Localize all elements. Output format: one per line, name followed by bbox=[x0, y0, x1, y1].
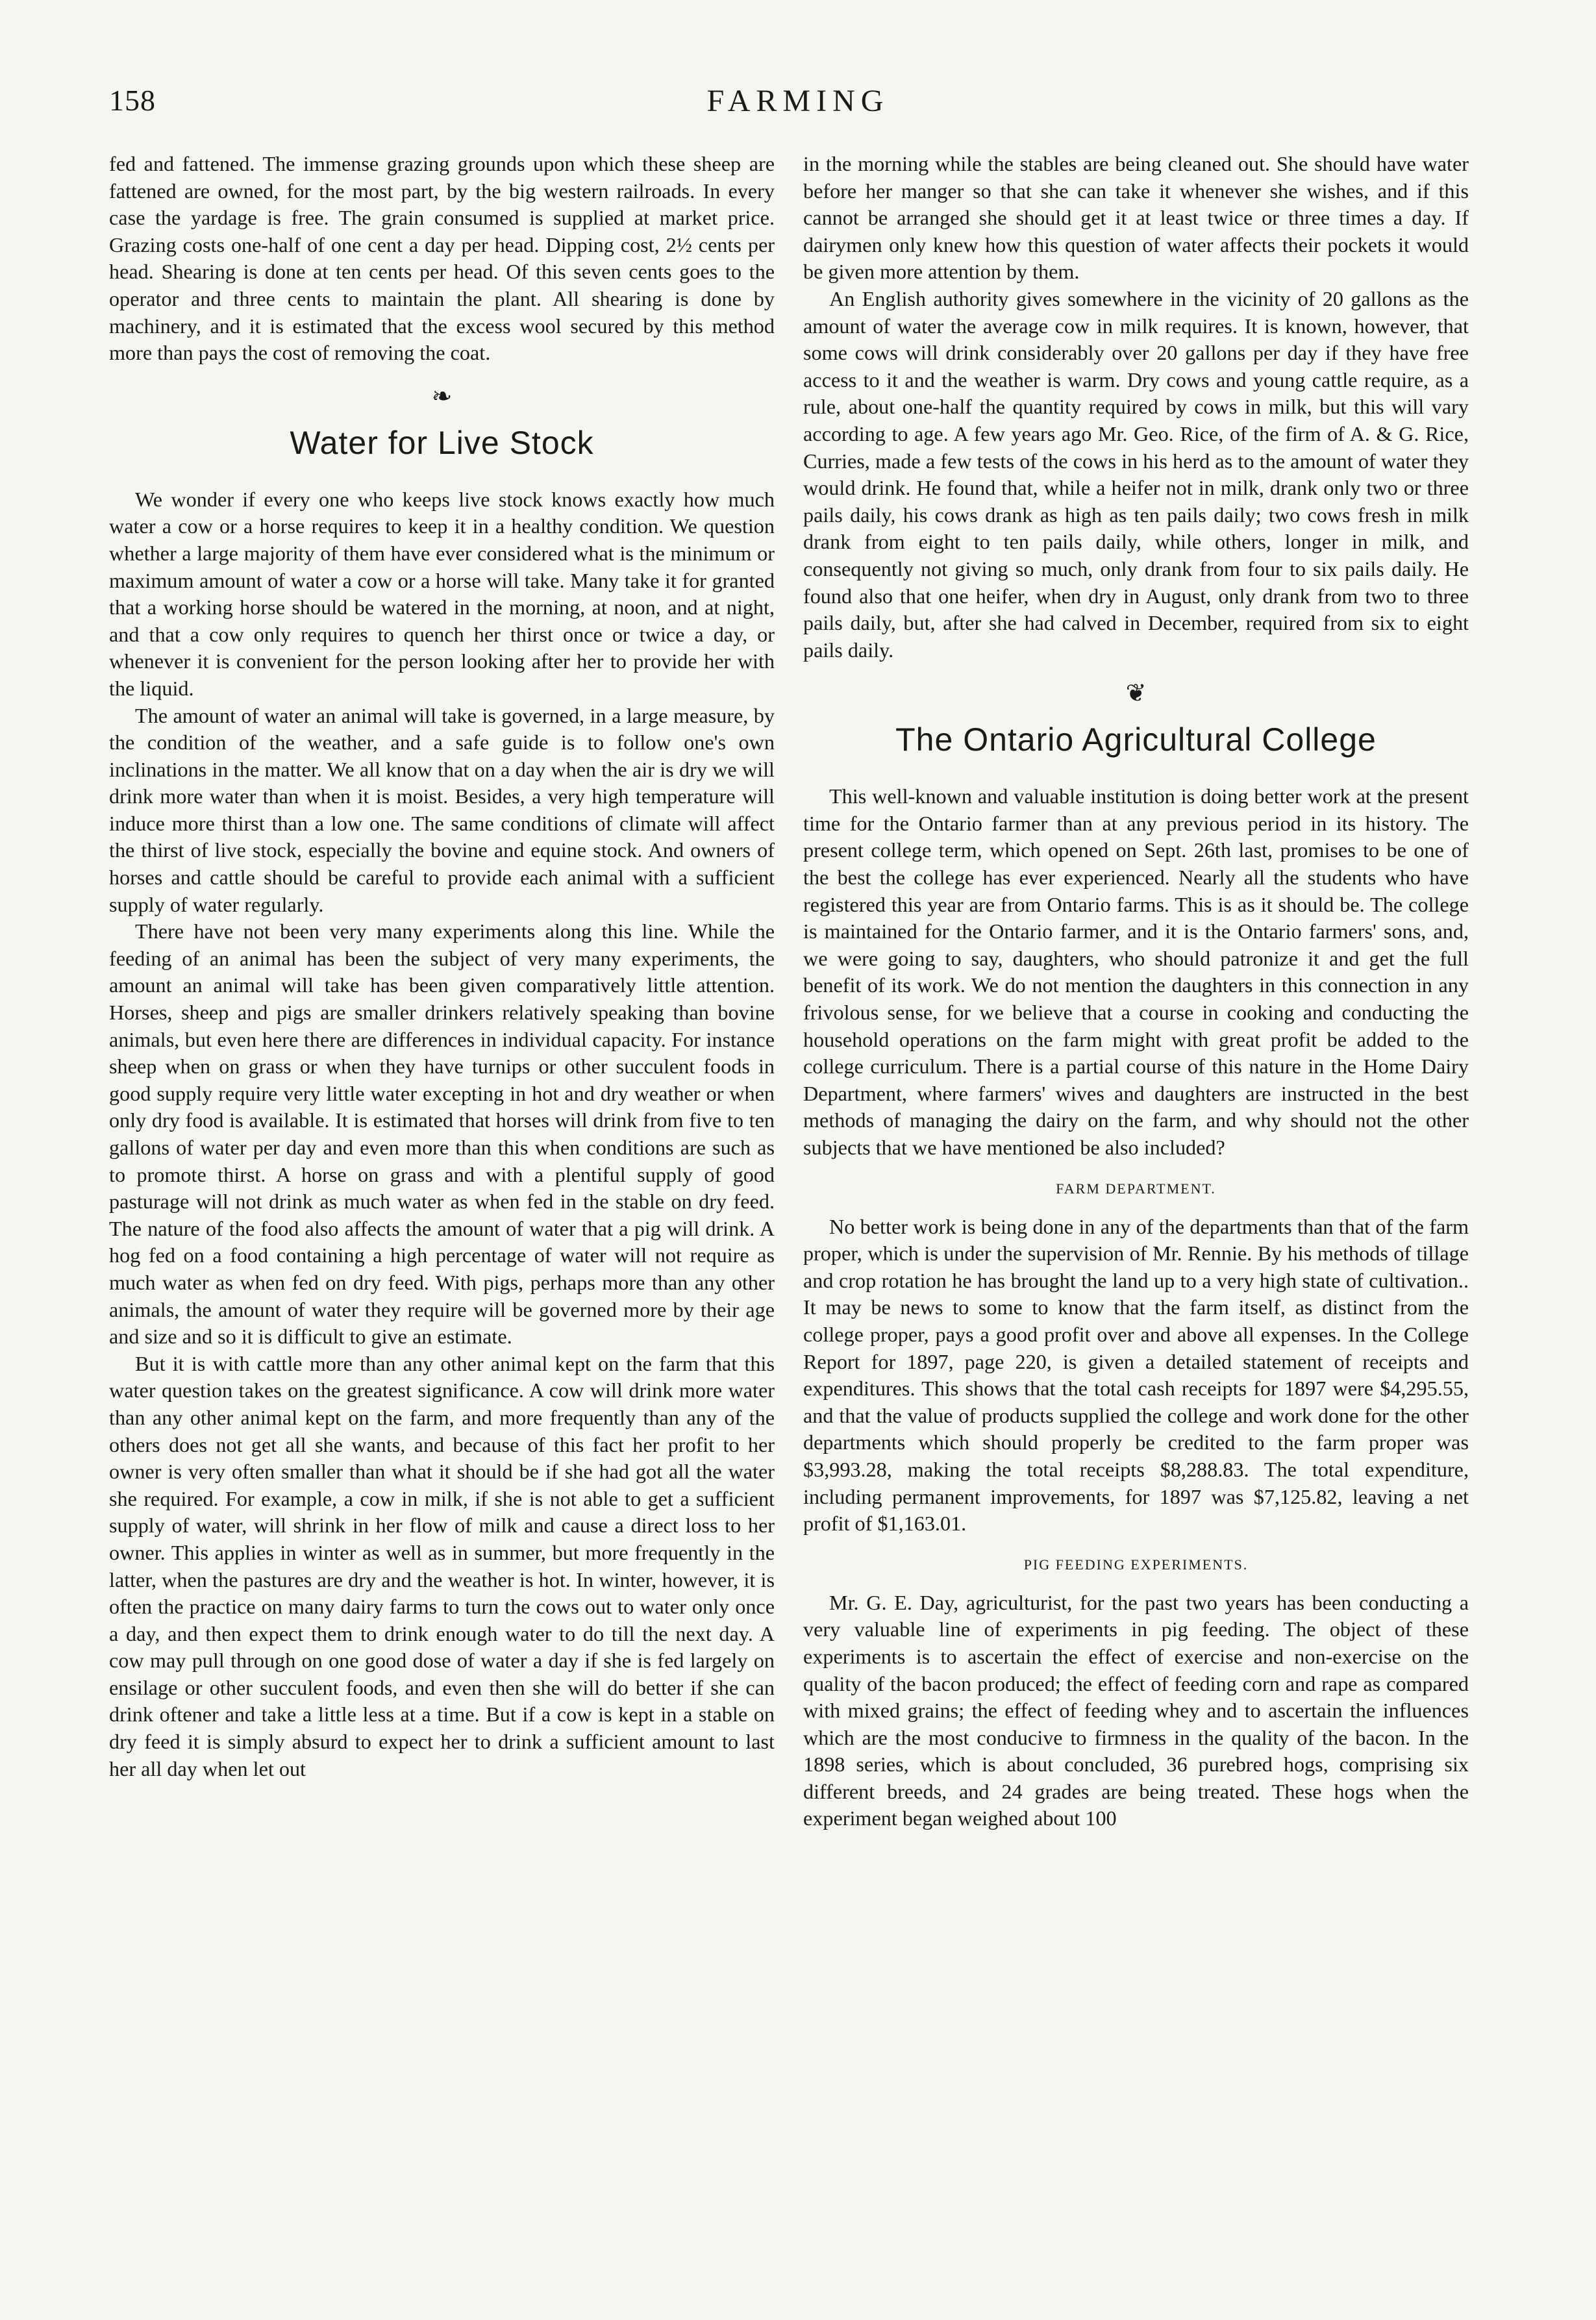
water-paragraph-3: There have not been very many experiments along this line. While the feeding of an animal has been the subject of very many experiments, the amount an animal will take has been given comparatively little attention. Horses, sheep and pigs are smaller drinkers relatively speaking than bovine animals, but even here there are differences in individual capacity. For instance sheep when on grass or when they have turnips or other succulent foods in good supply require very little water excepting in hot and dry weather or when only dry food is available. It is estimated that horses will drink from five to ten gallons of water per day and even more than this when conditions are such as to promote thirst. A horse on grass and with a plentiful supply of good pasturage will not drink as much water as when fed in the stable on dry feed. The nature of the food also affects the amount of water that a pig will drink. A hog fed on a food containing a high percentage of water will not require as much water as when fed on dry feed. With pigs, perhaps more than any other animals, the amount of water they require will be governed more by their age and size and so it is difficult to give an estimate. bbox=[109, 919, 775, 1349]
water-paragraph-4: But it is with cattle more than any other animal kept on the farm that this water question takes on the greatest significance. A cow will drink more water than any other animal kept on the farm, and more frequently than any of the others does not get all she wants, and because of this fact her profit to her owner is very often smaller than what it should be if she had got all the water she required. For example, a cow in milk, if she is not able to get a sufficient supply of water, will shrink in her flow of milk and cause a direct loss to her owner. This applies in winter as well as in summer, but more frequently in the latter, when the pastures are dry and the weather is hot. In winter, however, it is often the practice on many dairy farms to turn the cows out to water only once a day, and then expect them to drink enough water to do till the next day. A cow may pull through on one good dose of water a day if she is fed largely on ensilage or other succulent foods, and even then she will do better if she can drink oftener and take a little less at a time. But if a cow is kept in a stable on dry feed it is simply absurd to expect her to drink a sufficient amount to last her all day when let out bbox=[109, 1351, 775, 1780]
water-paragraph-2: The amount of water an animal will take is governed, in a large measure, by the condition of the weather, and a safe guide is to follow one's own inclinations in the matter. We all know that on a day when the air is dry we will drink more water than when it is moist. Besides, a very high temperature will induce more thirst than a low one. The same conditions of climate will affect the thirst of live stock, especially the bovine and equine stock. And owners of horses and cattle should be careful to provide each animal with a sufficient supply of water regularly. bbox=[109, 703, 775, 916]
continued-sheep-paragraph: fed and fattened. The immense grazing grounds upon which these sheep are fattened are owned, for the most part, by the big western railroads. In every case the yardage is free. The grain consumed is supplied at market price. Grazing costs one-half of one cent a day per head. Dipping cost, 2½ cents per head. Shearing is done at ten cents per head. Of this seven cents goes to the operator and three cents to maintain the plant. All shearing is done by machinery, and it is estimated that the excess wool secured by this method more than pays the cost of removing the coat. bbox=[109, 152, 775, 365]
article-title-college: The Ontario Agricultural College bbox=[895, 721, 1377, 758]
section-divider-ornament: ❦ bbox=[1125, 680, 1147, 708]
subhead-farm-department: FARM DEPARTMENT. bbox=[1056, 1180, 1216, 1197]
left-column bbox=[109, 151, 775, 1782]
farm-department-paragraph: No better work is being done in any of the departments than that of the farm proper, which is under the supervision of Mr. Rennie. By his methods of tillage and crop rotation he has brought the land up to a very high state of cultivation.. It may be news to some to know that the farm itself, as distinct from the college proper, pays a good profit over and above all expenses. In the College Report for 1897, page 220, is given a detailed statement of receipts and expenditures. This shows that the total cash receipts for 1897 were $4,295.55, and that the value of products supplied the college and work done for the other departments which should properly be credited to the farm proper was $3,993.28, making the total receipts $8,288.83. The total expenditure, including permanent improvements, for 1897 was $7,125.82, leaving a net profit of $1,163.01. bbox=[803, 1214, 1469, 1536]
pig-feeding-paragraph: Mr. G. E. Day, agriculturist, for the past two years has been conducting a very valuable line of experiments in pig feeding. The object of these experiments is to ascertain the effect of exercise and non-exercise on the quality of the bacon produced; the effect of feeding corn and rape as compared with mixed grains; the effect of feeding whey and to ascertain the influences which are the most conducive to firmness in the quality of the bacon. In the 1898 series, which is about concluded, 36 purebred hogs, comprising six different breeds, and 24 grades are being treated. These hogs when the experiment began weighed about 100 bbox=[803, 1590, 1469, 1830]
water-continuation-paragraph-2: An English authority gives somewhere in the vicinity of 20 gallons as the amount of water the average cow in milk requires. It is known, however, that some cows will drink considerably over 20 gallons per day if they have free access to it and the weather is warm. Dry cows and young cattle require, as a rule, about one-half the quantity required by cows in milk, but this will vary according to age. A few years ago Mr. Geo. Rice, of the firm of A. & G. Rice, Curries, made a few tests of the cows in his herd as to the amount of water they would drink. He found that, while a heifer not in milk, drank only two or three pails daily, his cows drank as high as ten pails daily; two cows fresh in milk drank from eight to ten pails daily, while others, longer in milk, and consequently not giving so much, only drank from four to six pails daily. He found also that one heifer, when dry in August, only drank from two to three pails daily, but, after she had calved in December, required from six to eight pails daily. bbox=[803, 286, 1469, 662]
subhead-pig-feeding: PIG FEEDING EXPERIMENTS. bbox=[1023, 1556, 1249, 1573]
page-number: 158 bbox=[109, 84, 156, 117]
right-column bbox=[803, 151, 1469, 1832]
section-divider-ornament: ❧ bbox=[431, 382, 453, 410]
water-continuation-paragraph-1: in the morning while the stables are being cleaned out. She should have water before her manger so that she can take it whenever she wishes, and if this cannot be arranged she should get it at least twice or three times a day. If dairymen only knew how this question of water affects their pockets it would be given more attention by them. bbox=[803, 152, 1469, 284]
water-paragraph-1: We wonder if every one who keeps live stock knows exactly how much water a cow or a horse requires to keep it in a healthy condition. We question whether a large majority of them have ever considered what is the minimum or maximum amount of water a cow or a horse will take. Many take it for granted that a working horse should be watered in the morning, at noon, and at night, and that a cow only requires to quench her thirst once or twice a day, or whenever it is convenient for the person looking after her to provide her with the liquid. bbox=[109, 487, 775, 700]
running-title: FARMING bbox=[706, 84, 890, 118]
article-title-water: Water for Live Stock bbox=[290, 424, 594, 461]
college-intro-paragraph: This well-known and valuable institution is doing better work at the present time for the Ontario farmer than at any previous period in its history. The present college term, which opened on Sept. 26th last, promises to be one of the best the college has ever experienced. Nearly all the students who have registered this year are from Ontario farms. This is as it should be. The college is maintained for the Ontario farmer, and it is the Ontario farmers' sons, and, we were going to say, daughters, who should patronize it and get the full benefit of its work. We do not mention the daughters in this connection in any frivolous sense, for we believe that a course in cooking and conducting the household operations on the farm might with great profit be added to the college curriculum. There is a partial course of this nature in the Home Dairy Department, where farmers' wives and daughters are instructed in the best methods of managing the dairy on the farm, and why should not the other subjects that we have mentioned be also included? bbox=[803, 784, 1469, 1159]
